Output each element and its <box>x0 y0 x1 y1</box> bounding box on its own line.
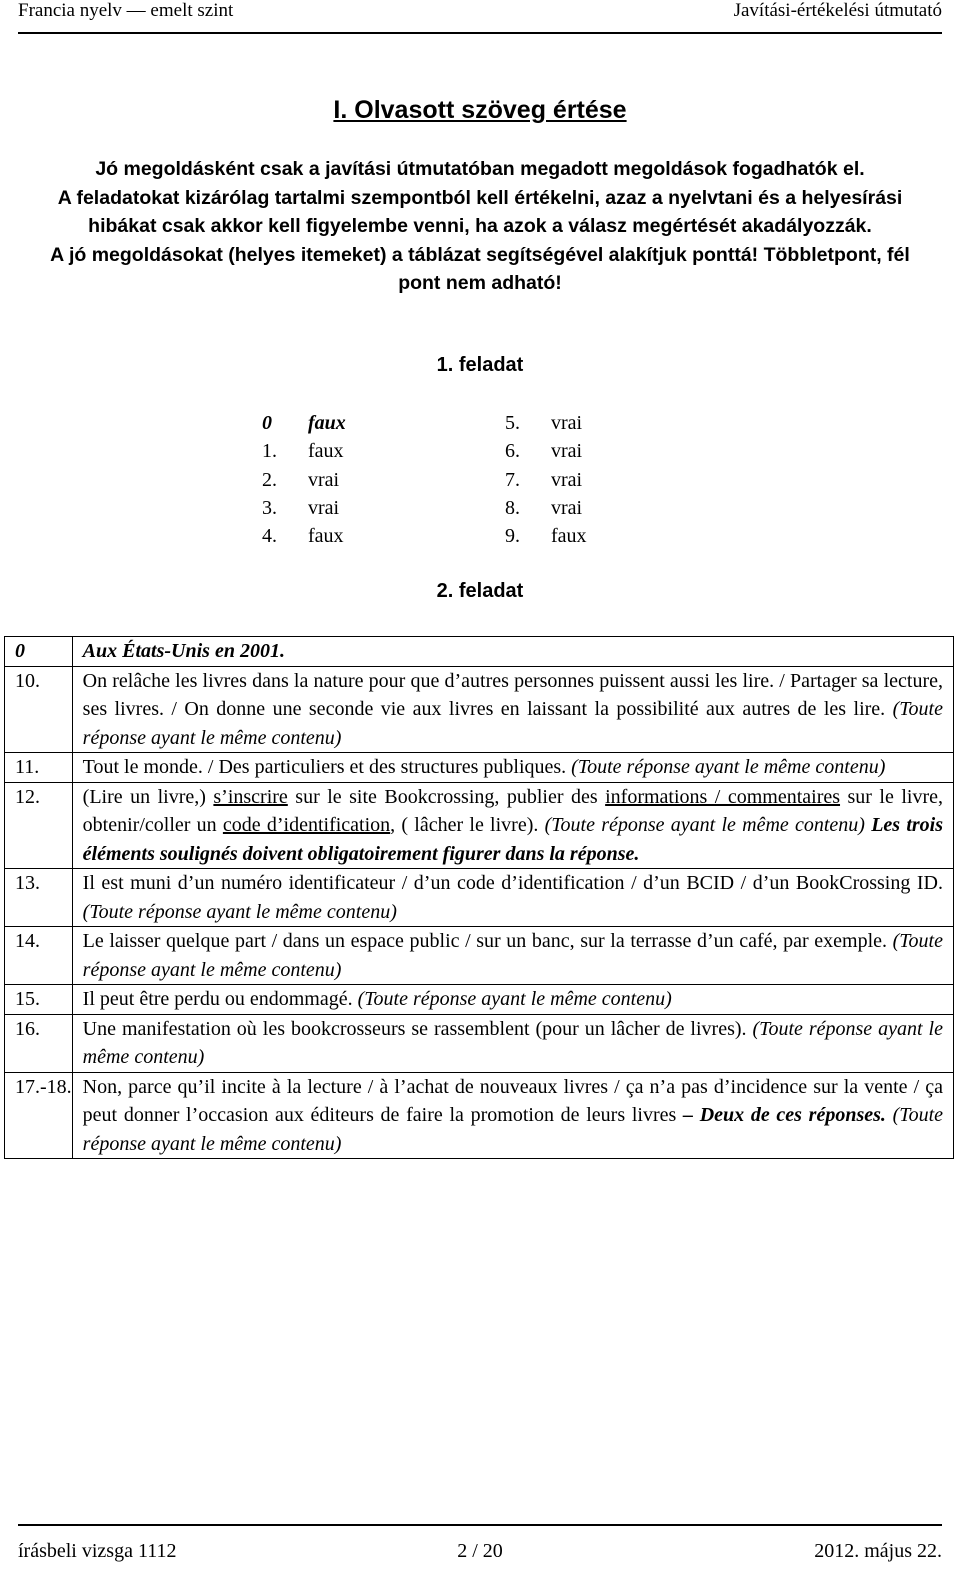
footer-page-number: 2 / 20 <box>457 1540 503 1562</box>
answer-value: faux <box>308 412 346 434</box>
answer-text: (Toute réponse ayant le même contenu) <box>571 756 886 778</box>
table-row <box>5 666 954 753</box>
item-number: 12. <box>5 782 73 869</box>
item-answer <box>72 666 953 753</box>
answer-value: vrai <box>551 412 583 434</box>
answer-number: 4. <box>262 525 277 548</box>
answer-number: 5. <box>505 412 520 434</box>
task1-answers-col2 <box>505 409 587 550</box>
answer-row <box>262 522 346 550</box>
header-subject: Francia nyelv — emelt szint <box>18 0 234 21</box>
footer-rule <box>18 1524 942 1526</box>
item-number: 17.-18. <box>5 1072 73 1159</box>
answer-row <box>262 494 346 522</box>
answer-number: 0 <box>262 412 272 434</box>
task2-answer-table <box>4 636 954 1159</box>
answer-value: vrai <box>308 468 340 491</box>
answer-number: 7. <box>505 468 520 491</box>
answer-text: (Lire un livre,) <box>82 785 214 808</box>
answer-number: 3. <box>262 496 277 519</box>
answer-number: 8. <box>505 496 520 519</box>
section-title: I. Olvasott szöveg értése <box>333 96 627 124</box>
answer-text: sur le site Bookcrossing, publier des <box>287 785 606 808</box>
answer-text: Aux États-Unis en 2001. <box>82 640 285 662</box>
answer-value: vrai <box>551 468 583 491</box>
item-answer <box>72 927 953 985</box>
answer-value: faux <box>308 440 344 463</box>
answer-text: sur le livre, obtenir/coller un <box>82 785 943 836</box>
answer-row <box>505 409 587 437</box>
answer-text: s’inscrire <box>213 785 288 808</box>
answer-text: code d’identification <box>222 814 391 836</box>
item-answer <box>72 1072 953 1159</box>
answer-text: , ( lâcher le livre). <box>390 814 545 836</box>
instruction-line-2: A feladatokat kizárólag tartalmi szempontból kell értékelni, azaz a nyelvtani és a helyesírási hibákat csak akkor kell figyelembe venni, ha azok a válasz megértését akadályozzák. <box>57 186 903 237</box>
answer-value: faux <box>308 525 344 548</box>
answer-number: 9. <box>505 525 520 548</box>
answer-number: 1. <box>262 440 277 463</box>
answer-row <box>262 409 346 437</box>
instructions <box>40 155 920 298</box>
task1-answers-col1 <box>262 409 346 550</box>
answer-text: – Deux de ces réponses. <box>682 1104 886 1126</box>
item-number: 15. <box>5 985 73 1015</box>
answer-text: (Toute réponse ayant le même contenu) <box>82 1104 944 1155</box>
answer-text: informations / commentaires <box>605 785 841 808</box>
task2-title: 2. feladat <box>436 580 524 602</box>
item-number: 16. <box>5 1014 73 1072</box>
table-row <box>5 985 954 1015</box>
answer-row <box>505 522 587 550</box>
answer-text: (Toute réponse ayant le même contenu) <box>82 1017 943 1068</box>
table-row <box>5 927 954 985</box>
instruction-line-3: A jó megoldásokat (helyes itemeket) a táblázat segítségével alakítjuk ponttá! Többletpont, fél pont nem adható! <box>50 243 910 294</box>
header-doc-type: Javítási-értékelési útmutató <box>733 0 942 21</box>
answer-row <box>505 437 587 465</box>
answer-text: (Toute réponse ayant le même contenu) <box>357 988 672 1010</box>
answer-value: vrai <box>308 496 340 519</box>
table-row <box>5 782 954 869</box>
answer-text: Une manifestation où les bookcrosseurs se rassemblent (pour un lâcher de livres). <box>82 1017 753 1040</box>
answer-text: Le laisser quelque part / dans un espace public / sur un banc, sur la terrasse d’un café, par exemple. <box>82 930 893 952</box>
page-header <box>18 0 942 30</box>
task1-title: 1. feladat <box>436 354 524 376</box>
table-row <box>5 1014 954 1072</box>
table-row <box>5 753 954 783</box>
answer-value: vrai <box>551 440 583 463</box>
answer-number: 2. <box>262 468 277 491</box>
table-row <box>5 869 954 927</box>
answer-text: On relâche les livres dans la nature pour que d’autres personnes puissent aussi les lire. / Partager sa lecture, ses livres. / On donne une seconde vie aux livres en laissant la possibilité aux autres de les lire. <box>82 669 943 720</box>
answer-value: vrai <box>551 496 583 519</box>
table-row <box>5 1072 954 1159</box>
item-number: 10. <box>5 666 73 753</box>
item-number: 14. <box>5 927 73 985</box>
answer-row <box>505 494 587 522</box>
answer-row <box>505 466 587 494</box>
answer-text: (Toute réponse ayant le même contenu) <box>82 930 943 981</box>
item-answer <box>72 985 953 1015</box>
footer-date: 2012. május 22. <box>814 1540 942 1562</box>
answer-text: Tout le monde. / Des particuliers et des structures publiques. <box>82 756 572 778</box>
answer-text: Il peut être perdu ou endommagé. <box>82 988 358 1010</box>
item-answer <box>72 1014 953 1072</box>
answer-text: Non, parce qu’il incite à la lecture / à l’achat de nouveaux livres / ça n’a pas d’incidence sur la vente / ça peut donner l’occasion aux éditeurs de faire la promotion de leurs livres <box>82 1075 943 1126</box>
footer-exam-code: írásbeli vizsga 1112 <box>18 1540 177 1562</box>
instruction-line-1: Jó megoldásként csak a javítási útmutatóban megadott megoldások fogadhatók el. <box>95 158 865 180</box>
item-number: 0 <box>5 637 73 667</box>
answer-text: Les trois éléments soulignés doivent obligatoirement figurer dans la réponse. <box>82 814 943 865</box>
item-answer <box>72 753 953 783</box>
answer-number: 6. <box>505 440 520 463</box>
answer-row <box>262 466 346 494</box>
answer-value: faux <box>551 525 587 548</box>
answer-text: (Toute réponse ayant le même contenu) <box>82 698 943 749</box>
answer-text: (Toute réponse ayant le même contenu) <box>544 814 872 836</box>
answer-text: Il est muni d’un numéro identificateur / d’un code d’identification / d’un BCID / d’un BookCrossing ID. <box>82 872 943 894</box>
answer-text: (Toute réponse ayant le même contenu) <box>82 900 397 923</box>
item-number: 13. <box>5 869 73 927</box>
item-answer <box>72 869 953 927</box>
item-answer <box>72 637 953 667</box>
item-answer <box>72 782 953 869</box>
item-number: 11. <box>5 753 73 783</box>
header-rule <box>18 32 942 34</box>
table-row <box>5 637 954 667</box>
answer-row <box>262 437 346 465</box>
answer-text <box>886 1104 893 1126</box>
